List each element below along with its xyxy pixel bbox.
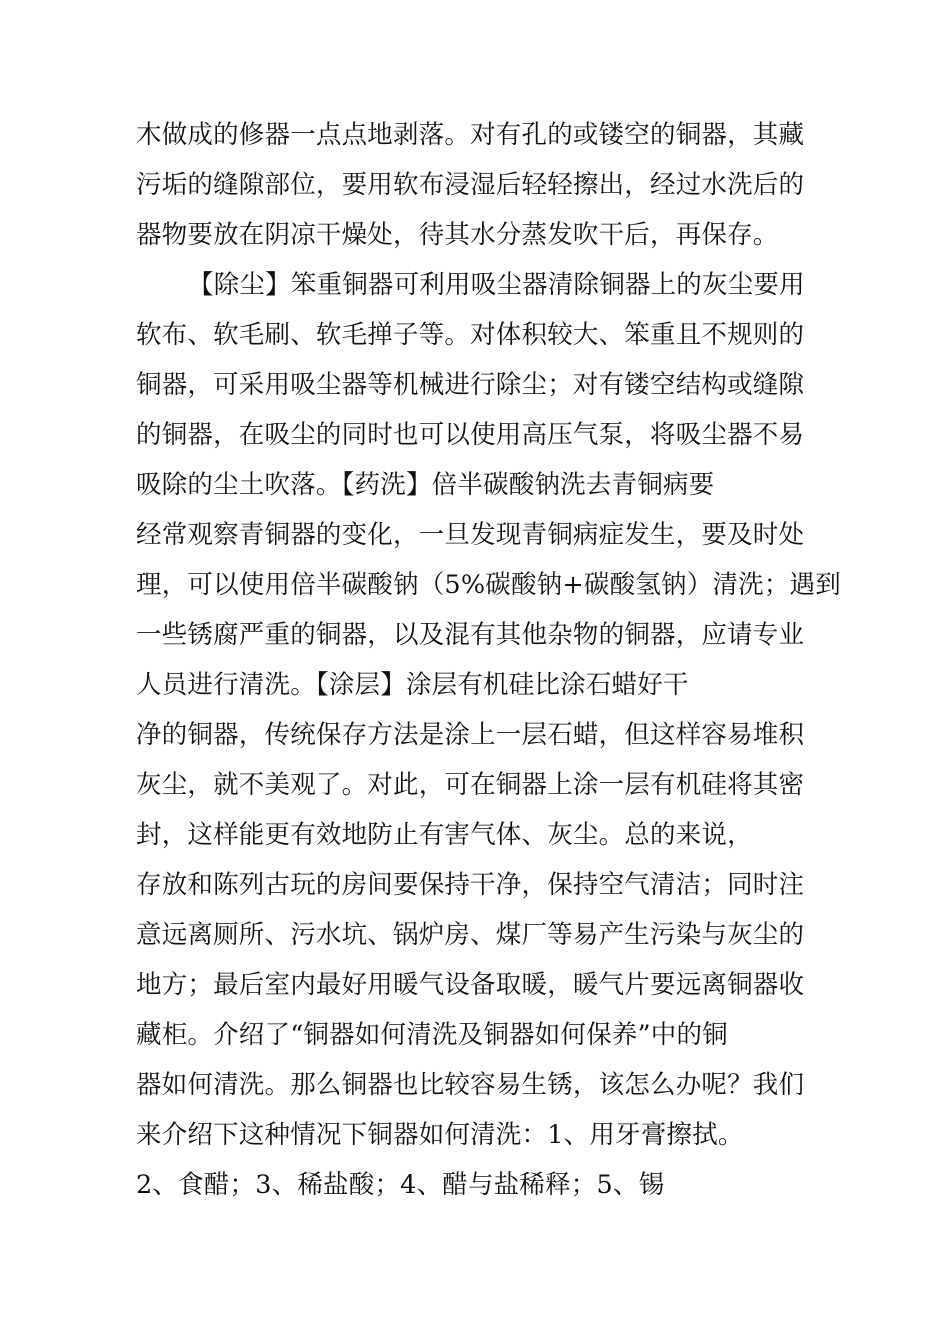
body-text-line: 来介绍下这种情况下铜器如何清洗：1、用牙膏擦拭。	[136, 1120, 744, 1150]
body-text-line: 一些锈腐严重的铜器，以及混有其他杂物的铜器，应请专业	[136, 620, 805, 650]
body-text-line: 封，这样能更有效地防止有害气体、灰尘。总的来说，	[136, 820, 753, 850]
body-text-line: 净的铜器，传统保存方法是涂上一层石蜡，但这样容易堆积	[136, 720, 805, 750]
body-text-line: 地方；最后室内最好用暖气设备取暖，暖气片要远离铜器收	[136, 970, 805, 1000]
body-text-line: 灰尘，就不美观了。对此，可在铜器上涂一层有机硅将其密	[136, 770, 805, 800]
body-text-line: 软布、软毛刷、软毛掸子等。对体积较大、笨重且不规则的	[136, 320, 805, 350]
section-dust-removal-first-line: 【除尘】笨重铜器可利用吸尘器清除铜器上的灰尘要用	[188, 270, 805, 300]
body-text-line: 器物要放在阴凉干燥处，待其水分蒸发吹干后，再保存。	[136, 220, 779, 250]
body-text-line: 污垢的缝隙部位，要用软布浸湿后轻轻擦出，经过水洗后的	[136, 170, 805, 200]
body-text-line: 器如何清洗。那么铜器也比较容易生锈，该怎么办呢？我们	[136, 1070, 805, 1100]
body-text-line: 的铜器，在吸尘的同时也可以使用高压气泵，将吸尘器不易	[136, 420, 805, 450]
body-text-line: 人员进行清洗。【涂层】涂层有机硅比涂石蜡好干	[136, 670, 689, 700]
body-text-line: 吸除的尘土吹落。【药洗】倍半碳酸钠洗去青铜病要	[136, 470, 715, 500]
body-text-line: 藏柜。介绍了“铜器如何清洗及铜器如何保养”中的铜	[136, 1020, 728, 1050]
body-text-line: 木做成的修器一点点地剥落。对有孔的或镂空的铜器，其藏	[136, 120, 805, 150]
body-text-line: 经常观察青铜器的变化，一旦发现青铜病症发生，要及时处	[136, 520, 805, 550]
body-text-line: 存放和陈列古玩的房间要保持干净，保持空气清洁；同时注	[136, 870, 805, 900]
body-text-line: 理，可以使用倍半碳酸钠（5%碳酸钠+碳酸氢钠）清洗；遇到	[136, 570, 841, 600]
body-text-line: 2、食醋；3、稀盐酸；4、醋与盐稀释；5、锡	[136, 1170, 665, 1200]
body-text-line: 铜器，可采用吸尘器等机械进行除尘；对有镂空结构或缝隙	[136, 370, 805, 400]
body-text-line: 意远离厕所、污水坑、锅炉房、煤厂等易产生污染与灰尘的	[136, 920, 805, 950]
